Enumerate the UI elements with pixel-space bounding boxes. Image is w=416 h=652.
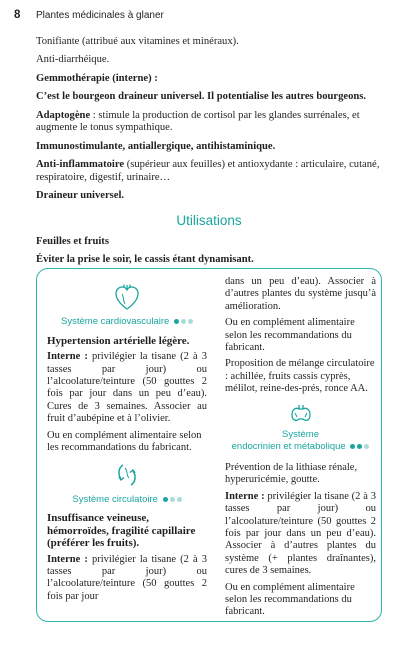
circulatoire-icon-wrap — [47, 462, 207, 492]
section-title-utilisations: Utilisations — [176, 213, 242, 229]
endocrinien-label-line2: endocrinien et métabolique — [231, 441, 346, 453]
heart-anatomical-icon — [114, 283, 140, 311]
endocrinien-interne-text: privilégier la tisane (2 à 3 tasses par jour) ou l’alcoolature/teinture (50 gouttes 2 fois par jour dans un peu d’eau). Associer à d’autres plantes du système (+ plantes draînantes), cures de 3 semaines. — [225, 490, 376, 577]
dot-icon — [350, 444, 355, 449]
endocrinien-label-line2-wrap — [225, 441, 376, 453]
evening-warning: Éviter la prise le soir, le cassis étant dynamisant. — [36, 254, 254, 266]
endocrinien-intro: Prévention de la lithiase rénale, hyperuricémie, goutte. — [225, 461, 358, 486]
circulatoire-complement: Ou en complément alimentaire selon les recommandations du fabricant. — [225, 317, 355, 354]
dot-icon — [170, 497, 175, 502]
endocrinien-interne-label: Interne : — [225, 490, 265, 502]
running-header: Plantes médicinales à glaner — [36, 10, 164, 21]
endocrinien-interne — [225, 491, 376, 578]
draineur-text: Draineur universel. — [36, 190, 125, 202]
melange-proposition: Proposition de mélange circulatoire : achillée, fruits cassis cyprès, mélilot, reine-des-prés, ronce AA. — [225, 358, 375, 395]
anti-diarrheique-text: Anti-diarrhéique. — [36, 54, 110, 66]
anti-inflammatoire-label: Anti-inflammatoire — [36, 159, 125, 171]
gemmotherapie-text: C’est le bourgeon draineur universel. Il potentialise les autres bourgeons. — [36, 91, 367, 103]
dot-icon — [163, 497, 168, 502]
dot-icon — [177, 497, 182, 502]
circulatoire-interne — [47, 554, 207, 604]
adaptogene-text: : stimule la production de cortisol par les glandes surrénales, et augmente le tonus sympathique. — [36, 109, 360, 134]
cardio-interne-text: privilégier la tisane (2 à 3 tasses par jour) ou l’alcoolature/teinture (50 gouttes 2 fois par jour dans un peu d’eau). Cures de 3 semaines. Associer au fruit d’aubépine et à l’olivier. — [47, 351, 207, 425]
adaptogene-label: Adaptogène — [36, 109, 91, 121]
dot-icon — [181, 319, 186, 324]
circulatoire-interne-label: Interne : — [47, 553, 88, 565]
endocrinien-label — [225, 429, 376, 454]
cardio-heading: Hypertension artérielle légère. — [47, 334, 190, 347]
adaptogene-paragraph — [36, 110, 382, 136]
dot-icon — [174, 319, 179, 324]
anti-inflammatoire-paragraph — [36, 159, 382, 185]
endocrinien-complement: Ou en complément alimentaire selon les recommandations du fabricant. — [225, 581, 355, 618]
intro-section — [36, 36, 382, 273]
cardio-interne-label: Interne : — [47, 351, 88, 363]
circulation-arrows-icon — [115, 462, 139, 488]
cardio-icon-wrap — [47, 283, 207, 315]
box-right-column — [225, 276, 376, 623]
cardio-label — [47, 316, 207, 328]
page-number: 8 — [14, 9, 21, 21]
circulatoire-interne-text: privilégier la tisane (2 à 3 tasses par jour) ou l’alcoolature/teinture (50 gouttes 2 fois par jour — [47, 553, 207, 602]
immuno-text: Immunostimulante, antiallergique, antihistaminique. — [36, 140, 276, 152]
tonifiante-text: Tonifiante (attribué aux vitamines et minéraux). — [36, 36, 239, 47]
cardio-interne — [47, 351, 207, 425]
endocrinien-icon-wrap — [225, 402, 376, 428]
thyroid-gland-icon — [289, 402, 313, 424]
circulatoire-label-text: Système circulatoire — [72, 493, 158, 505]
dot-icon — [188, 319, 193, 324]
circulatoire-continuation: dans un peu d’eau). Associer à d’autres plantes du système jusqu’à amélioration. — [225, 276, 376, 312]
anti-inflammatoire-text: (supérieur aux feuilles) et antioxydante : articulaire, cutané, respiratoire, digestif, urinaire… — [36, 159, 380, 183]
dot-icon — [364, 444, 369, 449]
parts-used: Feuilles et fruits — [36, 235, 109, 247]
cardio-complement: Ou en complément alimentaire selon les recommandations du fabricant. — [47, 429, 202, 454]
dot-icon — [357, 444, 362, 449]
circulatoire-label — [47, 494, 207, 506]
endocrinien-label-line1: Système — [282, 429, 319, 441]
gemmotherapie-label: Gemmothérapie (interne) : — [36, 72, 158, 84]
box-left-column — [47, 283, 207, 607]
circulatoire-heading: Insuffisance veineuse, hémorroïdes, fragilité capillaire (préférer les fruits). — [47, 512, 196, 550]
cardio-label-text: Système cardiovasculaire — [61, 316, 170, 328]
